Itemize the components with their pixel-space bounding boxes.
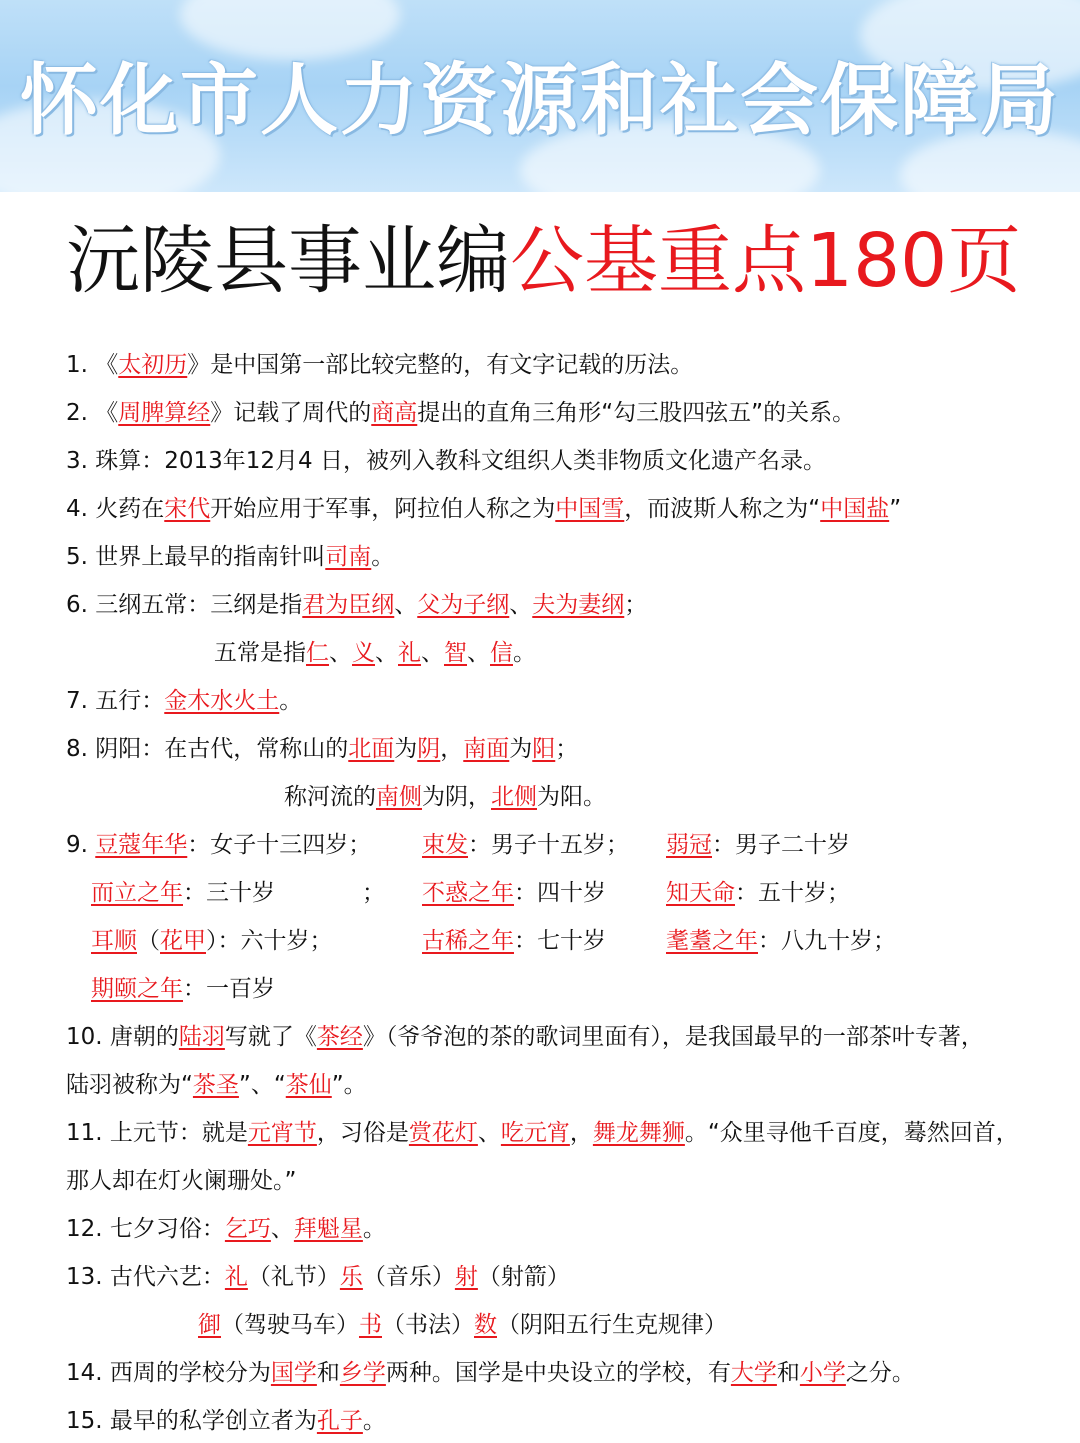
highlight-term: 古稀之年: [422, 928, 514, 954]
text-segment: 为阳。: [537, 784, 606, 810]
list-item: [66, 1356, 915, 1390]
text-segment: 和: [776, 1360, 800, 1386]
text-segment: 。“众里寻他千百度，蓦然回首，: [684, 1120, 1019, 1146]
highlight-term: 不惑之年: [422, 880, 514, 906]
highlight-term: 国学: [270, 1360, 317, 1386]
text-segment: 6. 三纲五常：三纲是指: [66, 592, 303, 618]
text-segment: ；: [624, 592, 648, 618]
text-segment: ：三十岁: [183, 880, 275, 906]
list-item: [66, 540, 394, 574]
text-segment: 15. 最早的私学创立者为: [66, 1408, 317, 1434]
list-item: [422, 876, 606, 910]
highlight-term: 乐: [339, 1264, 363, 1290]
text-segment: 。: [362, 1216, 386, 1242]
text-segment: ）：六十岁；: [206, 928, 333, 954]
text-segment: 14. 西周的学校分为: [66, 1360, 271, 1386]
highlight-term: 乡学: [339, 1360, 386, 1386]
highlight-term: 书: [359, 1312, 382, 1338]
text-segment: ：八九十岁；: [758, 928, 896, 954]
text-segment: 提出的直角三角形“勾三股四弦五”的关系。: [417, 400, 856, 426]
text-segment: 4. 火药在: [66, 496, 165, 522]
text-segment: 》是中国第一部比较完整的，有文字记载的历法。: [187, 352, 694, 378]
highlight-term: 礼: [398, 640, 421, 666]
list-item: [666, 924, 896, 958]
text-segment: ，而波斯人称之为“: [624, 496, 821, 522]
text-segment: （书法）: [382, 1312, 474, 1338]
text-segment: 五常是指: [214, 640, 306, 666]
text-segment: 写就了《: [224, 1024, 317, 1050]
text-segment: 称河流的: [284, 784, 376, 810]
text-segment: 》（爷爷泡的茶的歌词里面有），是我国最早的一部茶叶专著，: [362, 1024, 984, 1050]
list-item: [666, 876, 850, 910]
list-item: [362, 876, 385, 910]
highlight-term: 茶经: [316, 1024, 363, 1050]
text-segment: ：一百岁: [183, 976, 275, 1002]
banner-title: 怀化市人力资源和社会保障局: [19, 56, 1060, 146]
text-segment: ：男子二十岁: [712, 832, 850, 858]
highlight-term: 期颐之年: [91, 976, 183, 1002]
text-segment: 那人却在灯火阑珊处。”: [66, 1168, 297, 1194]
highlight-term: 吃元宵: [500, 1120, 570, 1146]
highlight-term: 夫为妻纲: [532, 592, 625, 618]
text-segment: （: [137, 928, 160, 954]
list-item: [66, 732, 578, 766]
text-segment: 2. 《: [66, 400, 119, 426]
text-segment: 7. 五行：: [66, 688, 165, 714]
highlight-term: 南侧: [376, 784, 422, 810]
highlight-term: 义: [352, 640, 375, 666]
text-segment: ；: [555, 736, 579, 762]
highlight-term: 太初历: [118, 352, 188, 378]
text-segment: ，: [569, 1120, 593, 1146]
highlight-term: 司南: [325, 544, 372, 570]
text-segment: 和: [316, 1360, 340, 1386]
list-item: [66, 1020, 984, 1054]
list-item: [66, 492, 901, 526]
text-segment: ，习俗是: [316, 1120, 409, 1146]
header-banner: [0, 0, 1080, 192]
text-segment: 开始应用于军事，阿拉伯人称之为: [210, 496, 556, 522]
text-segment: ；: [362, 880, 385, 906]
text-segment: 10. 唐朝的: [66, 1024, 179, 1050]
highlight-term: 仁: [306, 640, 329, 666]
highlight-term: 阳: [532, 736, 556, 762]
highlight-term: 数: [474, 1312, 497, 1338]
text-segment: ：女子十三四岁；: [187, 832, 372, 858]
highlight-term: 北侧: [491, 784, 537, 810]
highlight-term: 孔子: [316, 1408, 363, 1434]
highlight-term: 御: [198, 1312, 221, 1338]
page-title: [66, 216, 1021, 306]
list-item: [66, 828, 371, 862]
text-segment: 为: [394, 736, 418, 762]
list-item: [422, 828, 629, 862]
highlight-term: 智: [444, 640, 467, 666]
text-segment: ：五十岁；: [735, 880, 850, 906]
list-item: [666, 828, 850, 862]
text-segment: （音乐）: [362, 1264, 455, 1290]
highlight-term: 舞龙舞狮: [592, 1120, 685, 1146]
text-segment: 、: [329, 640, 352, 666]
text-segment: ”: [889, 496, 902, 522]
list-item: [66, 1164, 296, 1198]
highlight-term: 茶圣: [192, 1072, 239, 1098]
list-item: [66, 1068, 367, 1102]
text-segment: 为阴，: [422, 784, 491, 810]
text-segment: ”、“: [238, 1072, 286, 1098]
highlight-term: 赏花灯: [408, 1120, 478, 1146]
page-title-black: 沅陵县事业编: [66, 218, 510, 304]
list-item: [66, 1404, 386, 1438]
text-segment: ：四十岁: [514, 880, 606, 906]
text-segment: 。: [279, 688, 303, 714]
text-segment: （驾驶马车）: [221, 1312, 359, 1338]
highlight-term: 弱冠: [666, 832, 712, 858]
text-segment: 陆羽被称为“: [66, 1072, 193, 1098]
highlight-term: 礼: [224, 1264, 248, 1290]
list-item: [66, 396, 855, 430]
highlight-term: 射: [454, 1264, 478, 1290]
highlight-term: 束发: [422, 832, 468, 858]
highlight-term: 信: [490, 640, 513, 666]
text-segment: 12. 七夕习俗：: [66, 1216, 225, 1242]
text-segment: 9.: [66, 832, 96, 858]
text-segment: ：男子十五岁；: [468, 832, 629, 858]
text-segment: 3. 珠算：2013年12月4 日，被列入教科文组织人类非物质文化遗产名录。: [66, 448, 826, 474]
highlight-term: 南面: [463, 736, 510, 762]
highlight-term: 而立之年: [91, 880, 183, 906]
text-segment: 。: [371, 544, 395, 570]
highlight-term: 耄耋之年: [666, 928, 758, 954]
list-item: [66, 1212, 386, 1246]
text-segment: ：七十岁: [514, 928, 606, 954]
text-segment: 、: [477, 1120, 501, 1146]
list-item: [198, 1308, 727, 1342]
list-item: [91, 876, 275, 910]
highlight-term: 知天命: [666, 880, 735, 906]
list-item: [66, 444, 826, 478]
text-segment: 8. 阴阳：在古代，常称山的: [66, 736, 349, 762]
text-segment: 5. 世界上最早的指南针叫: [66, 544, 326, 570]
highlight-term: 小学: [799, 1360, 846, 1386]
text-segment: 、: [421, 640, 444, 666]
highlight-term: 父为子纲: [417, 592, 510, 618]
highlight-term: 茶仙: [285, 1072, 332, 1098]
text-segment: 、: [375, 640, 398, 666]
highlight-term: 元宵节: [247, 1120, 317, 1146]
text-segment: 》记载了周代的: [210, 400, 372, 426]
list-item: [422, 924, 606, 958]
list-item: [91, 924, 333, 958]
highlight-term: 拜魁星: [293, 1216, 363, 1242]
highlight-term: 周脾算经: [118, 400, 211, 426]
text-segment: ，: [440, 736, 464, 762]
list-item: [66, 684, 302, 718]
text-segment: 、: [509, 592, 533, 618]
highlight-term: 耳顺: [91, 928, 137, 954]
text-segment: （礼节）: [247, 1264, 340, 1290]
highlight-term: 中国雪: [555, 496, 625, 522]
text-segment: 、: [394, 592, 418, 618]
text-segment: 、: [467, 640, 490, 666]
text-segment: 之分。: [845, 1360, 915, 1386]
highlight-term: 金木水火土: [164, 688, 280, 714]
highlight-term: 乞巧: [224, 1216, 271, 1242]
highlight-term: 北面: [348, 736, 395, 762]
text-segment: 13. 古代六艺：: [66, 1264, 225, 1290]
text-segment: ”。: [331, 1072, 367, 1098]
page-title-red: 公基重点180页: [510, 218, 1022, 304]
list-item: [66, 588, 647, 622]
highlight-term: 商高: [371, 400, 418, 426]
text-segment: （射箭）: [477, 1264, 570, 1290]
list-item: [66, 1116, 1019, 1150]
text-segment: （阴阳五行生克规律）: [497, 1312, 727, 1338]
highlight-term: 宋代: [164, 496, 211, 522]
highlight-term: 花甲: [160, 928, 206, 954]
text-segment: 。: [513, 640, 536, 666]
list-item: [284, 780, 606, 814]
highlight-term: 君为臣纲: [302, 592, 395, 618]
list-item: [66, 348, 693, 382]
text-segment: 11. 上元节：就是: [66, 1120, 248, 1146]
highlight-term: 大学: [730, 1360, 777, 1386]
list-item: [214, 636, 536, 670]
text-segment: 1. 《: [66, 352, 119, 378]
highlight-term: 豆蔻年华: [95, 832, 188, 858]
text-segment: 两种。国学是中央设立的学校，有: [385, 1360, 731, 1386]
list-item: [66, 1260, 570, 1294]
highlight-term: 阴: [417, 736, 441, 762]
list-item: [91, 972, 275, 1006]
text-segment: 为: [509, 736, 533, 762]
text-segment: 、: [270, 1216, 294, 1242]
highlight-term: 中国盐: [820, 496, 890, 522]
highlight-term: 陆羽: [178, 1024, 225, 1050]
text-segment: 。: [362, 1408, 386, 1434]
